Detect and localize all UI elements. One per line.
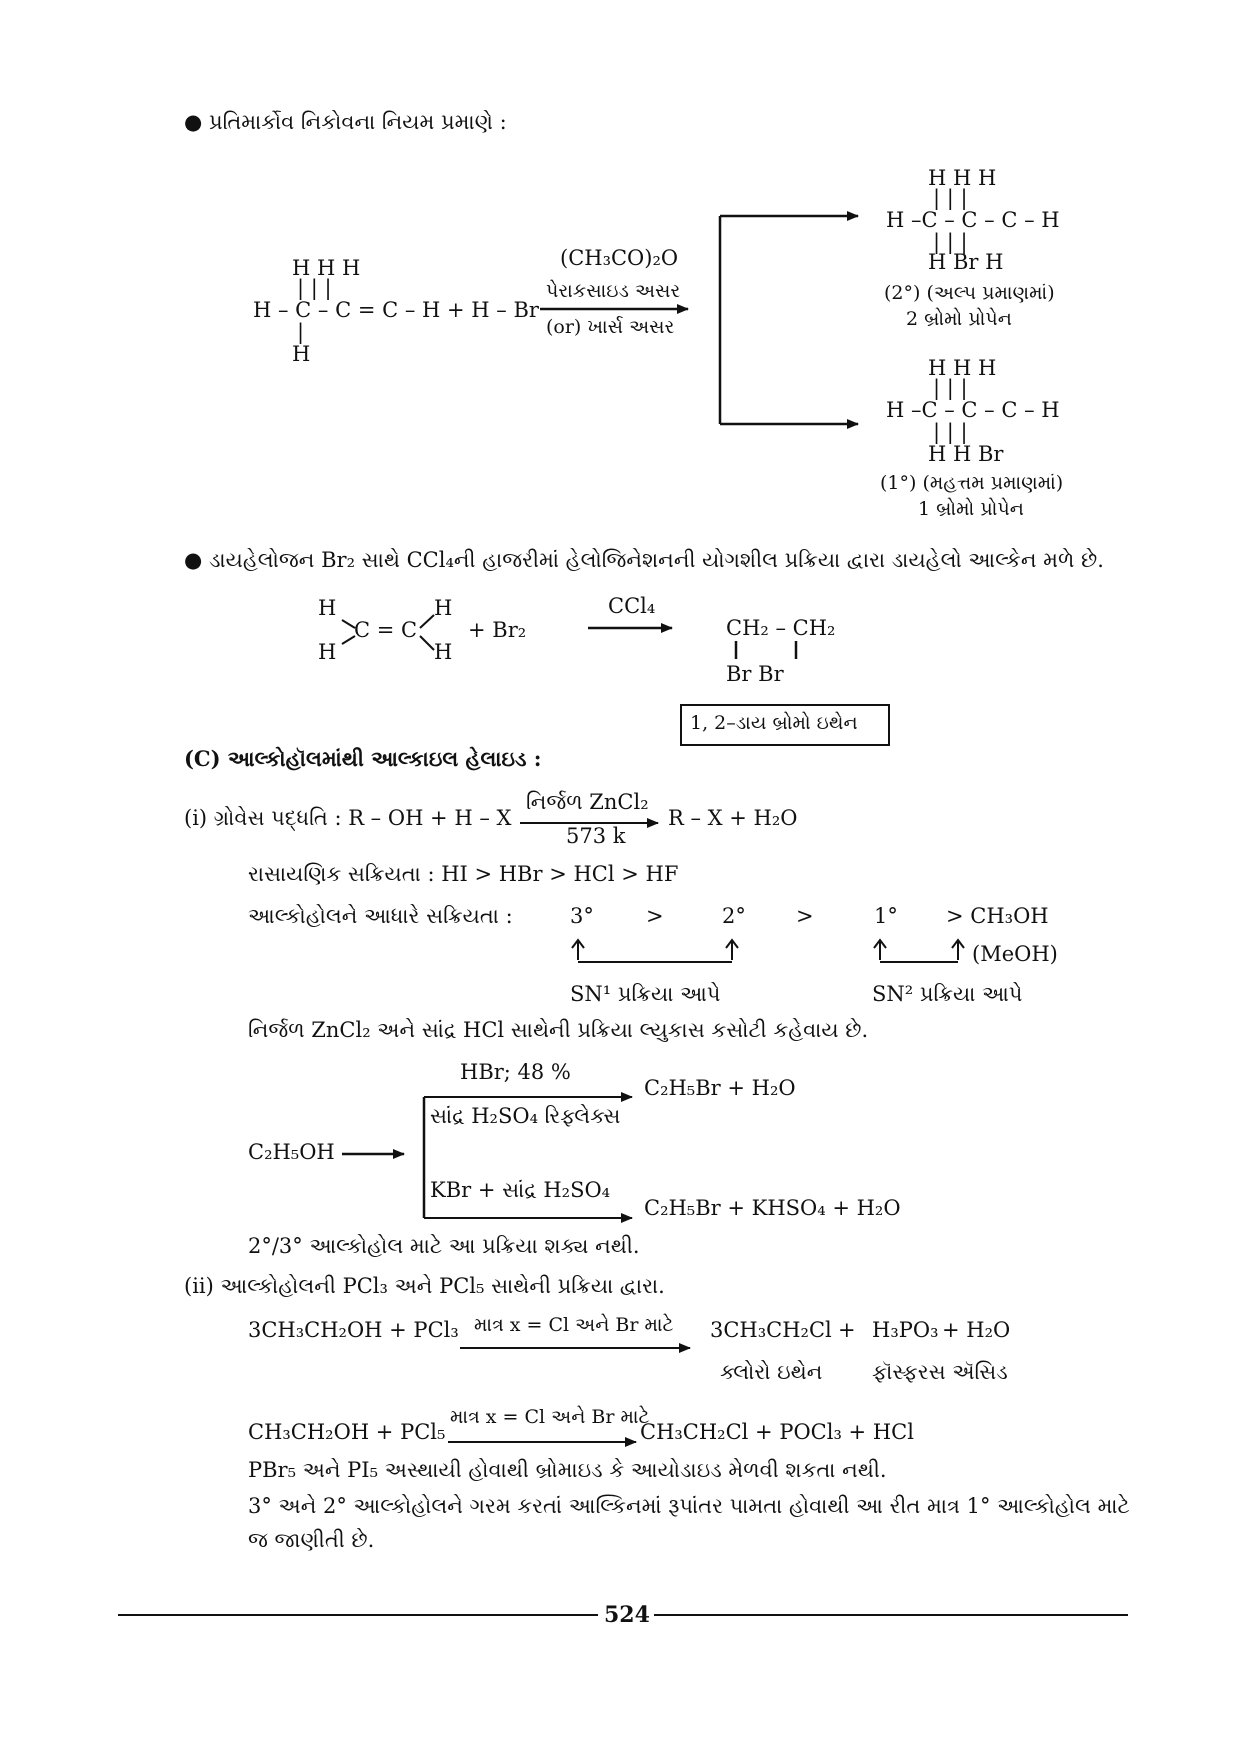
dibromoethane-br: Br Br	[726, 662, 784, 686]
chloroethane: 3CH₃CH₂Cl	[710, 1318, 832, 1342]
condition-anhydride: (CH₃CO)₂O	[560, 246, 679, 270]
secondary: 2°	[722, 904, 746, 928]
final-note-line1: 3° અને 2° આલ્કોહોલને ગરમ કરતાં આલ્કિનમાં રૂપાંતર પામતા હોવાથી આ રીત માત્ર 1° આલ્કોહોલ માટે	[248, 1494, 1130, 1518]
lucas-test: નિર્જળ ZnCl₂ અને સાંદ્ર HCl સાથેની પ્રક્રિયા લ્યુકાસ કસોટી કહેવાય છે.	[248, 1018, 869, 1042]
ethanol: C₂H₅OH	[248, 1140, 335, 1164]
pcl3-condition: માત્ર x = Cl અને Br માટે	[474, 1314, 674, 1336]
not-possible-note: 2°/3° આલ્કોહોલ માટે આ પ્રક્રિયા શક્ય નથી.	[248, 1234, 640, 1258]
h2so4-condition: સાંદ્ર H₂SO₄ રિફ્લેક્સ	[430, 1104, 621, 1128]
kbr-condition: KBr + સાંદ્ર H₂SO₄	[430, 1178, 611, 1202]
section-c-heading: (C) આલ્કોહૉલમાંથી આલ્કાઇલ હેલાઇડ :	[184, 746, 542, 771]
pcl5-products: CH₃CH₂Cl + POCl₃ + HCl	[640, 1420, 914, 1444]
bromine-reagent: + Br₂	[468, 618, 527, 642]
pcl-heading: (ii) આલ્કોહોલની PCl₃ અને PCl₅ સાથેની પ્રક્રિયા દ્વારા.	[184, 1274, 665, 1298]
final-note-line2: જ જાણીતી છે.	[248, 1528, 375, 1552]
product-ethyl-bromide-2: C₂H₅Br + KHSO₄ + H₂O	[644, 1196, 901, 1220]
condition-kharasch: (or) ખાર્સ અસર	[546, 316, 675, 338]
hbr-condition: HBr; 48 %	[460, 1060, 571, 1084]
pbr5-note: PBr₅ અને PI₅ અસ્થાયી હોવાથી બ્રોમાઇડ કે આયોડાઇડ મેળવી શકતા નથી.	[248, 1458, 887, 1482]
pcl5-reactants: CH₃CH₂OH + PCl₅	[248, 1420, 446, 1444]
markovnikov-heading: ● પ્રતિમાર્કોવ નિકોવના નિયમ પ્રમાણે :	[184, 110, 507, 134]
phosphorous-acid: H₃PO₃	[872, 1318, 939, 1342]
chloroethane-name: ક્લોરો ઇથેન	[720, 1360, 823, 1384]
sn1-label: SN¹ પ્રક્રિયા આપે	[570, 982, 721, 1006]
condition-peroxide: પેરાકસાઇડ અસર	[546, 280, 681, 302]
page-number: 524	[604, 1602, 650, 1628]
footer-rule-left	[118, 1614, 598, 1616]
product-ethyl-bromide-1: C₂H₅Br + H₂O	[644, 1076, 796, 1100]
phosphorous-acid-name: ફૉસ્ફરસ ઍસિડ	[872, 1360, 1008, 1384]
groves-left: (i) ગ્રોવેસ પદ્ધતિ : R – OH + H – X	[184, 806, 512, 830]
sn2-label: SN² પ્રક્રિયા આપે	[872, 982, 1023, 1006]
groves-catalyst: નિર્જળ ZnCl₂	[526, 790, 649, 814]
groves-right: R – X + H₂O	[668, 806, 798, 830]
ccl4-condition: CCl₄	[608, 594, 656, 618]
dibromoethane-name: 1, 2–ડાય બ્રોમો ઇથેન	[690, 712, 858, 734]
meoh-label: (MeOH)	[972, 942, 1058, 966]
alcohol-reactivity-label: આલ્કોહોલને આધારે સક્રિયતા :	[248, 904, 513, 928]
chemical-reactivity: રાસાયણિક સક્રિયતા : HI > HBr > HCl > HF	[248, 862, 679, 886]
dihalogen-heading: ● ડાયહેલોજન Br₂ સાથે CCl₄ની હાજરીમાં હેલોજિનેશનની યોગશીલ પ્રક્રિયા દ્વારા ડાયહેલો આલ્કેન મળે છે.	[184, 548, 1104, 572]
dibromoethane-formula: CH₂ – CH₂	[726, 616, 836, 640]
footer-rule-right	[654, 1614, 1128, 1616]
groves-temp: 573 k	[566, 824, 626, 848]
tertiary: 3°	[570, 904, 594, 928]
pcl3-reactants: 3CH₃CH₂OH + PCl₃	[248, 1318, 459, 1342]
primary: 1°	[874, 904, 898, 928]
pcl5-condition: માત્ર x = Cl અને Br માટે	[450, 1406, 650, 1428]
methanol: > CH₃OH	[946, 904, 1049, 928]
